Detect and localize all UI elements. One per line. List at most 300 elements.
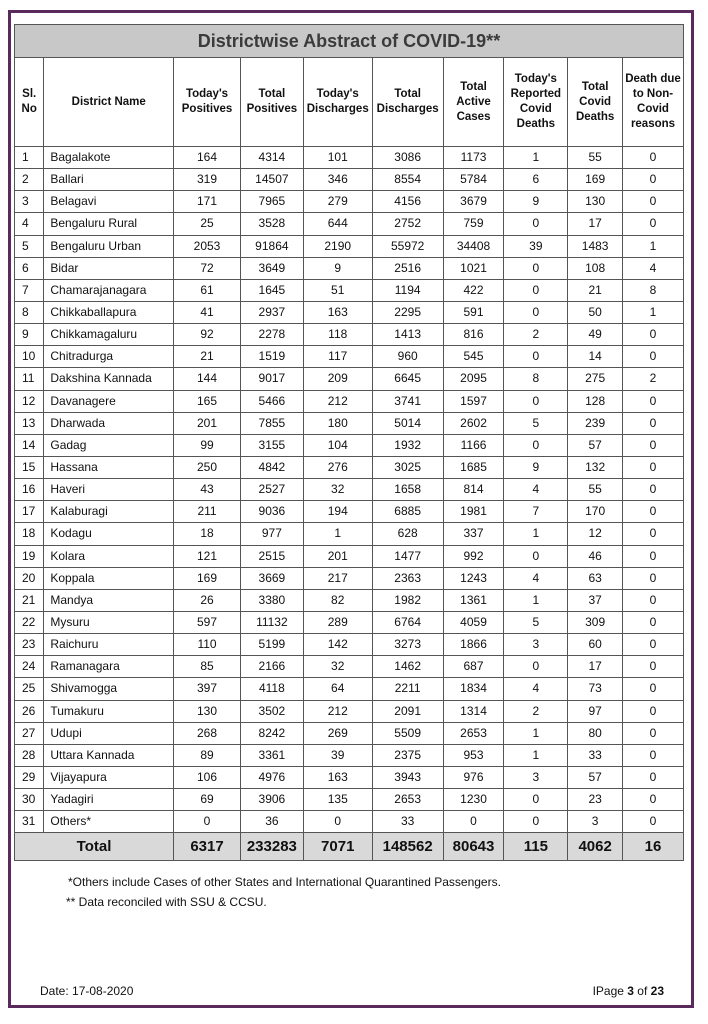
footnote-others: *Others include Cases of other States and International Quarantined Passengers. (68, 875, 501, 889)
cell-district-name: Mysuru (44, 611, 174, 633)
cell-todays-discharges: 209 (303, 368, 372, 390)
cell-active-cases: 953 (443, 744, 504, 766)
cell-sl-no: 2 (15, 169, 44, 191)
cell-district-name: Mandya (44, 589, 174, 611)
header-sl-no: Sl. No (15, 58, 44, 147)
cell-non-covid-deaths: 0 (622, 611, 683, 633)
cell-todays-covid-deaths: 5 (504, 412, 568, 434)
cell-todays-covid-deaths: 0 (504, 257, 568, 279)
table-row (15, 412, 684, 434)
cell-district-name: Dakshina Kannada (44, 368, 174, 390)
cell-active-cases: 1243 (443, 567, 504, 589)
cell-active-cases: 2602 (443, 412, 504, 434)
cell-non-covid-deaths: 0 (622, 789, 683, 811)
cell-non-covid-deaths: 0 (622, 479, 683, 501)
cell-total-covid-deaths: 239 (568, 412, 623, 434)
cell-todays-discharges: 64 (303, 678, 372, 700)
cell-todays-positives: 61 (174, 279, 241, 301)
cell-todays-discharges: 82 (303, 589, 372, 611)
cell-total-covid-deaths: 132 (568, 456, 623, 478)
cell-total-positives: 3361 (240, 744, 303, 766)
header-total-positives: Total Positives (240, 58, 303, 147)
cell-todays-positives: 130 (174, 700, 241, 722)
total-covid-deaths: 4062 (568, 833, 623, 861)
cell-sl-no: 17 (15, 501, 44, 523)
cell-non-covid-deaths: 0 (622, 346, 683, 368)
cell-active-cases: 759 (443, 213, 504, 235)
header-todays-covid-deaths: Today's Reported Covid Deaths (504, 58, 568, 147)
cell-sl-no: 11 (15, 368, 44, 390)
cell-district-name: Vijayapura (44, 766, 174, 788)
cell-district-name: Chikkaballapura (44, 301, 174, 323)
cell-total-positives: 2278 (240, 324, 303, 346)
cell-total-covid-deaths: 55 (568, 147, 623, 169)
table-row (15, 147, 684, 169)
cell-todays-positives: 21 (174, 346, 241, 368)
table-row (15, 368, 684, 390)
cell-todays-covid-deaths: 1 (504, 744, 568, 766)
header-total-active-cases: Total Active Cases (443, 58, 504, 147)
cell-todays-covid-deaths: 0 (504, 545, 568, 567)
cell-district-name: Others* (44, 811, 174, 833)
cell-active-cases: 2653 (443, 722, 504, 744)
table-row (15, 545, 684, 567)
cell-todays-discharges: 212 (303, 390, 372, 412)
page-current: 3 (627, 984, 634, 998)
cell-total-covid-deaths: 23 (568, 789, 623, 811)
cell-active-cases: 1173 (443, 147, 504, 169)
cell-non-covid-deaths: 1 (622, 235, 683, 257)
cell-todays-positives: 171 (174, 191, 241, 213)
cell-todays-discharges: 0 (303, 811, 372, 833)
cell-non-covid-deaths: 8 (622, 279, 683, 301)
cell-todays-discharges: 117 (303, 346, 372, 368)
cell-total-discharges: 8554 (372, 169, 443, 191)
cell-todays-discharges: 39 (303, 744, 372, 766)
cell-total-positives: 977 (240, 523, 303, 545)
cell-sl-no: 19 (15, 545, 44, 567)
cell-todays-positives: 0 (174, 811, 241, 833)
cell-total-discharges: 628 (372, 523, 443, 545)
cell-total-discharges: 6885 (372, 501, 443, 523)
cell-total-discharges: 3025 (372, 456, 443, 478)
cell-sl-no: 21 (15, 589, 44, 611)
cell-total-covid-deaths: 309 (568, 611, 623, 633)
cell-non-covid-deaths: 4 (622, 257, 683, 279)
table-row (15, 301, 684, 323)
table-row (15, 611, 684, 633)
cell-todays-discharges: 104 (303, 434, 372, 456)
cell-active-cases: 816 (443, 324, 504, 346)
cell-total-discharges: 33 (372, 811, 443, 833)
cell-total-positives: 3502 (240, 700, 303, 722)
cell-todays-discharges: 9 (303, 257, 372, 279)
cell-district-name: Bagalakote (44, 147, 174, 169)
cell-todays-discharges: 279 (303, 191, 372, 213)
page-prefix: IPage (592, 984, 628, 998)
cell-active-cases: 2095 (443, 368, 504, 390)
total-total-discharges: 148562 (372, 833, 443, 861)
cell-active-cases: 976 (443, 766, 504, 788)
cell-total-covid-deaths: 57 (568, 766, 623, 788)
cell-todays-positives: 144 (174, 368, 241, 390)
table-row (15, 279, 684, 301)
cell-district-name: Dharwada (44, 412, 174, 434)
table-row (15, 811, 684, 833)
total-active-cases: 80643 (443, 833, 504, 861)
header-total-discharges: Total Discharges (372, 58, 443, 147)
cell-non-covid-deaths: 0 (622, 456, 683, 478)
cell-todays-positives: 121 (174, 545, 241, 567)
cell-non-covid-deaths: 0 (622, 213, 683, 235)
cell-total-covid-deaths: 14 (568, 346, 623, 368)
cell-total-positives: 3528 (240, 213, 303, 235)
table-row (15, 191, 684, 213)
table-row (15, 434, 684, 456)
total-label: Total (15, 833, 174, 861)
cell-active-cases: 1230 (443, 789, 504, 811)
cell-total-positives: 4118 (240, 678, 303, 700)
cell-sl-no: 16 (15, 479, 44, 501)
cell-non-covid-deaths: 0 (622, 147, 683, 169)
cell-todays-positives: 41 (174, 301, 241, 323)
cell-district-name: Bengaluru Urban (44, 235, 174, 257)
cell-district-name: Tumakuru (44, 700, 174, 722)
cell-todays-covid-deaths: 0 (504, 789, 568, 811)
cell-total-discharges: 1658 (372, 479, 443, 501)
cell-sl-no: 12 (15, 390, 44, 412)
cell-district-name: Kodagu (44, 523, 174, 545)
cell-todays-positives: 597 (174, 611, 241, 633)
page-number (593, 984, 664, 998)
total-todays-covid-deaths: 115 (504, 833, 568, 861)
cell-sl-no: 1 (15, 147, 44, 169)
cell-non-covid-deaths: 0 (622, 722, 683, 744)
cell-total-covid-deaths: 49 (568, 324, 623, 346)
cell-sl-no: 3 (15, 191, 44, 213)
cell-todays-covid-deaths: 4 (504, 567, 568, 589)
cell-total-positives: 4976 (240, 766, 303, 788)
cell-total-positives: 3906 (240, 789, 303, 811)
cell-todays-positives: 110 (174, 634, 241, 656)
cell-active-cases: 591 (443, 301, 504, 323)
cell-todays-discharges: 201 (303, 545, 372, 567)
cell-todays-positives: 92 (174, 324, 241, 346)
cell-total-discharges: 2091 (372, 700, 443, 722)
cell-non-covid-deaths: 0 (622, 390, 683, 412)
cell-total-covid-deaths: 37 (568, 589, 623, 611)
cell-total-positives: 3649 (240, 257, 303, 279)
cell-non-covid-deaths: 0 (622, 412, 683, 434)
cell-active-cases: 337 (443, 523, 504, 545)
cell-district-name: Shivamogga (44, 678, 174, 700)
table-row (15, 390, 684, 412)
cell-todays-covid-deaths: 9 (504, 191, 568, 213)
cell-total-discharges: 1462 (372, 656, 443, 678)
cell-todays-covid-deaths: 2 (504, 324, 568, 346)
cell-sl-no: 26 (15, 700, 44, 722)
cell-district-name: Hassana (44, 456, 174, 478)
cell-todays-discharges: 32 (303, 656, 372, 678)
cell-todays-discharges: 163 (303, 301, 372, 323)
cell-sl-no: 14 (15, 434, 44, 456)
cell-sl-no: 25 (15, 678, 44, 700)
table-row (15, 346, 684, 368)
cell-total-discharges: 5509 (372, 722, 443, 744)
cell-active-cases: 1834 (443, 678, 504, 700)
total-todays-discharges: 7071 (303, 833, 372, 861)
cell-active-cases: 3679 (443, 191, 504, 213)
cell-todays-discharges: 180 (303, 412, 372, 434)
cell-todays-positives: 2053 (174, 235, 241, 257)
table-row (15, 789, 684, 811)
cell-todays-covid-deaths: 8 (504, 368, 568, 390)
cell-total-covid-deaths: 21 (568, 279, 623, 301)
cell-active-cases: 1361 (443, 589, 504, 611)
header-todays-positives: Today's Positives (174, 58, 241, 147)
cell-non-covid-deaths: 0 (622, 523, 683, 545)
table-row (15, 744, 684, 766)
header-total-covid-deaths: Total Covid Deaths (568, 58, 623, 147)
cell-district-name: Raichuru (44, 634, 174, 656)
cell-district-name: Kolara (44, 545, 174, 567)
cell-active-cases: 422 (443, 279, 504, 301)
cell-todays-covid-deaths: 1 (504, 722, 568, 744)
cell-total-covid-deaths: 33 (568, 744, 623, 766)
cell-todays-discharges: 289 (303, 611, 372, 633)
cell-total-discharges: 1194 (372, 279, 443, 301)
cell-active-cases: 1685 (443, 456, 504, 478)
cell-non-covid-deaths: 0 (622, 744, 683, 766)
cell-non-covid-deaths: 0 (622, 700, 683, 722)
cell-total-positives: 1645 (240, 279, 303, 301)
cell-total-covid-deaths: 80 (568, 722, 623, 744)
cell-total-covid-deaths: 3 (568, 811, 623, 833)
cell-todays-positives: 169 (174, 567, 241, 589)
cell-total-discharges: 3086 (372, 147, 443, 169)
cell-total-covid-deaths: 97 (568, 700, 623, 722)
cell-non-covid-deaths: 1 (622, 301, 683, 323)
cell-active-cases: 1866 (443, 634, 504, 656)
cell-todays-covid-deaths: 4 (504, 479, 568, 501)
cell-total-positives: 4314 (240, 147, 303, 169)
cell-district-name: Kalaburagi (44, 501, 174, 523)
cell-todays-positives: 268 (174, 722, 241, 744)
cell-total-discharges: 6645 (372, 368, 443, 390)
total-non-covid-deaths: 16 (622, 833, 683, 861)
cell-sl-no: 6 (15, 257, 44, 279)
cell-todays-positives: 89 (174, 744, 241, 766)
cell-todays-positives: 201 (174, 412, 241, 434)
cell-total-discharges: 6764 (372, 611, 443, 633)
cell-todays-discharges: 1 (303, 523, 372, 545)
cell-todays-positives: 250 (174, 456, 241, 478)
cell-total-positives: 36 (240, 811, 303, 833)
cell-sl-no: 18 (15, 523, 44, 545)
table-row (15, 213, 684, 235)
cell-district-name: Gadag (44, 434, 174, 456)
cell-todays-positives: 164 (174, 147, 241, 169)
cell-todays-covid-deaths: 5 (504, 611, 568, 633)
cell-district-name: Chikkamagaluru (44, 324, 174, 346)
cell-total-positives: 4842 (240, 456, 303, 478)
cell-total-discharges: 3273 (372, 634, 443, 656)
cell-total-positives: 9036 (240, 501, 303, 523)
table-row (15, 235, 684, 257)
header-row (15, 58, 684, 147)
cell-district-name: Udupi (44, 722, 174, 744)
cell-district-name: Belagavi (44, 191, 174, 213)
cell-todays-covid-deaths: 1 (504, 589, 568, 611)
table-row (15, 567, 684, 589)
cell-todays-covid-deaths: 0 (504, 811, 568, 833)
cell-todays-covid-deaths: 1 (504, 147, 568, 169)
cell-total-discharges: 1982 (372, 589, 443, 611)
cell-total-discharges: 1413 (372, 324, 443, 346)
cell-district-name: Uttara Kannada (44, 744, 174, 766)
cell-non-covid-deaths: 0 (622, 434, 683, 456)
cell-total-positives: 2166 (240, 656, 303, 678)
header-district-name: District Name (44, 58, 174, 147)
cell-non-covid-deaths: 0 (622, 656, 683, 678)
cell-total-positives: 3380 (240, 589, 303, 611)
cell-district-name: Ramanagara (44, 656, 174, 678)
cell-total-discharges: 2752 (372, 213, 443, 235)
table-row (15, 324, 684, 346)
cell-sl-no: 24 (15, 656, 44, 678)
cell-total-covid-deaths: 170 (568, 501, 623, 523)
cell-total-covid-deaths: 12 (568, 523, 623, 545)
cell-active-cases: 992 (443, 545, 504, 567)
cell-todays-discharges: 135 (303, 789, 372, 811)
cell-total-covid-deaths: 50 (568, 301, 623, 323)
cell-todays-positives: 18 (174, 523, 241, 545)
table-row (15, 523, 684, 545)
cell-todays-covid-deaths: 0 (504, 213, 568, 235)
cell-todays-discharges: 51 (303, 279, 372, 301)
cell-non-covid-deaths: 0 (622, 567, 683, 589)
cell-todays-covid-deaths: 9 (504, 456, 568, 478)
cell-todays-discharges: 101 (303, 147, 372, 169)
cell-todays-covid-deaths: 0 (504, 346, 568, 368)
footnote-reconciled: ** Data reconciled with SSU & CCSU. (66, 895, 267, 909)
table-row (15, 700, 684, 722)
cell-active-cases: 0 (443, 811, 504, 833)
cell-total-positives: 3155 (240, 434, 303, 456)
cell-todays-covid-deaths: 39 (504, 235, 568, 257)
cell-todays-covid-deaths: 4 (504, 678, 568, 700)
table-row (15, 634, 684, 656)
cell-todays-positives: 99 (174, 434, 241, 456)
total-row (15, 833, 684, 861)
cell-todays-covid-deaths: 0 (504, 656, 568, 678)
cell-total-discharges: 2516 (372, 257, 443, 279)
cell-sl-no: 7 (15, 279, 44, 301)
table-row (15, 656, 684, 678)
abstract-table-wrapper (14, 24, 684, 861)
cell-todays-covid-deaths: 0 (504, 301, 568, 323)
cell-active-cases: 545 (443, 346, 504, 368)
cell-sl-no: 15 (15, 456, 44, 478)
cell-district-name: Ballari (44, 169, 174, 191)
cell-active-cases: 687 (443, 656, 504, 678)
table-title: Districtwise Abstract of COVID-19** (15, 25, 684, 58)
cell-todays-covid-deaths: 3 (504, 766, 568, 788)
cell-non-covid-deaths: 2 (622, 368, 683, 390)
table-row (15, 456, 684, 478)
cell-total-covid-deaths: 108 (568, 257, 623, 279)
cell-todays-discharges: 2190 (303, 235, 372, 257)
cell-total-positives: 7965 (240, 191, 303, 213)
table-row (15, 257, 684, 279)
cell-total-positives: 8242 (240, 722, 303, 744)
cell-district-name: Yadagiri (44, 789, 174, 811)
cell-todays-discharges: 32 (303, 479, 372, 501)
cell-todays-discharges: 276 (303, 456, 372, 478)
cell-sl-no: 4 (15, 213, 44, 235)
cell-total-covid-deaths: 17 (568, 213, 623, 235)
cell-todays-covid-deaths: 6 (504, 169, 568, 191)
cell-todays-covid-deaths: 3 (504, 634, 568, 656)
cell-total-covid-deaths: 57 (568, 434, 623, 456)
cell-todays-covid-deaths: 0 (504, 434, 568, 456)
cell-total-covid-deaths: 275 (568, 368, 623, 390)
table-row (15, 722, 684, 744)
cell-total-discharges: 1932 (372, 434, 443, 456)
table-row (15, 766, 684, 788)
cell-total-covid-deaths: 169 (568, 169, 623, 191)
cell-todays-covid-deaths: 2 (504, 700, 568, 722)
cell-sl-no: 22 (15, 611, 44, 633)
cell-district-name: Chamarajanagara (44, 279, 174, 301)
cell-todays-positives: 397 (174, 678, 241, 700)
cell-sl-no: 8 (15, 301, 44, 323)
cell-todays-positives: 319 (174, 169, 241, 191)
cell-non-covid-deaths: 0 (622, 545, 683, 567)
cell-todays-positives: 43 (174, 479, 241, 501)
cell-active-cases: 1597 (443, 390, 504, 412)
cell-todays-discharges: 346 (303, 169, 372, 191)
cell-total-positives: 5466 (240, 390, 303, 412)
table-row (15, 678, 684, 700)
cell-sl-no: 20 (15, 567, 44, 589)
cell-total-discharges: 3943 (372, 766, 443, 788)
cell-total-discharges: 2375 (372, 744, 443, 766)
cell-active-cases: 814 (443, 479, 504, 501)
district-abstract-table (14, 24, 684, 861)
cell-non-covid-deaths: 0 (622, 678, 683, 700)
cell-total-covid-deaths: 55 (568, 479, 623, 501)
cell-todays-covid-deaths: 1 (504, 523, 568, 545)
report-date: Date: 17-08-2020 (40, 984, 134, 998)
cell-district-name: Bengaluru Rural (44, 213, 174, 235)
cell-todays-positives: 211 (174, 501, 241, 523)
cell-active-cases: 1981 (443, 501, 504, 523)
table-body (15, 147, 684, 833)
cell-todays-positives: 85 (174, 656, 241, 678)
cell-todays-positives: 26 (174, 589, 241, 611)
cell-todays-discharges: 194 (303, 501, 372, 523)
cell-non-covid-deaths: 0 (622, 324, 683, 346)
cell-total-covid-deaths: 73 (568, 678, 623, 700)
total-todays-positives: 6317 (174, 833, 241, 861)
cell-todays-positives: 25 (174, 213, 241, 235)
cell-sl-no: 27 (15, 722, 44, 744)
cell-total-positives: 2515 (240, 545, 303, 567)
cell-todays-positives: 165 (174, 390, 241, 412)
cell-total-discharges: 1477 (372, 545, 443, 567)
cell-total-covid-deaths: 60 (568, 634, 623, 656)
